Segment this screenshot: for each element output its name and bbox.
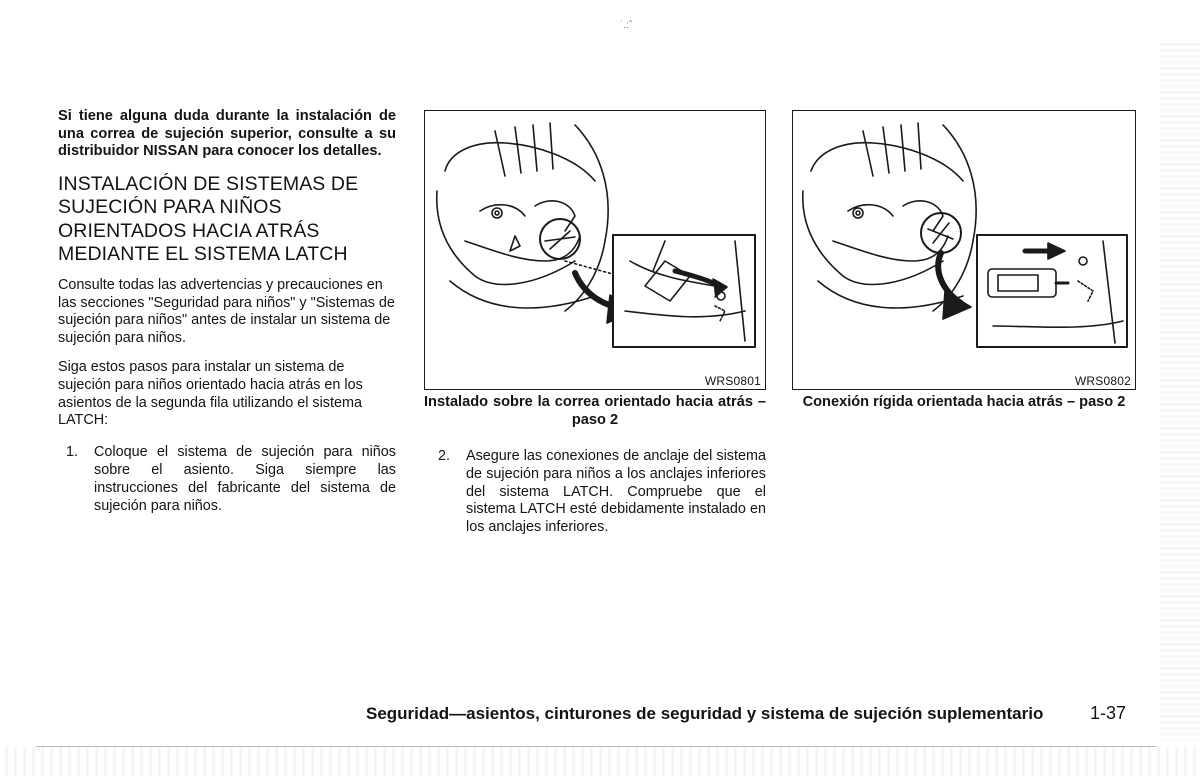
footer-title: Seguridad—asientos, cinturones de seguridad y sistema de sujeción suplementario bbox=[366, 704, 1044, 723]
figure-wrs0802 bbox=[792, 110, 1136, 390]
figure-caption-2: Conexión rígida orientada hacia atrás – paso 2 bbox=[802, 394, 1126, 410]
figure-code: WRS0802 bbox=[1074, 374, 1131, 388]
scan-edge-right bbox=[1160, 40, 1200, 740]
step-number: 1. bbox=[66, 444, 79, 461]
child-seat-tether-illustration bbox=[425, 111, 765, 389]
footer-rule bbox=[36, 746, 1156, 747]
figure-caption-1: Instalado sobre la correa orientado hacia atrás – paso 2 bbox=[424, 394, 766, 428]
step-text: Coloque el sistema de sujeción para niños sobre el asiento. Siga siempre las instrucciones del fabricante del sistema de sujeción para niños. bbox=[94, 444, 396, 514]
steps-list-continued bbox=[430, 448, 766, 537]
scan-speck: ˙.:ˆ bbox=[620, 20, 633, 31]
figure-wrs0801 bbox=[424, 110, 766, 390]
page-number: 1-37 bbox=[1090, 703, 1127, 723]
list-item bbox=[430, 448, 766, 537]
step-text: Asegure las conexiones de anclaje del sistema de sujeción para niños a los anclajes inferiores del sistema LATCH. Compruebe que el sistema LATCH esté debidamente instalado en los anclajes inferiores. bbox=[466, 448, 766, 536]
paragraph-steps-intro: Siga estos pasos para instalar un sistema de sujeción para niños orientado hacia atrás en los asientos de la segunda fila utilizando el sistema LATCH: bbox=[58, 358, 363, 429]
rigid-connector-illustration bbox=[793, 111, 1135, 389]
left-column bbox=[58, 108, 396, 515]
step-number: 2. bbox=[438, 448, 451, 464]
steps-list bbox=[58, 444, 396, 515]
figure-code: WRS0801 bbox=[704, 374, 761, 388]
list-item bbox=[58, 444, 396, 515]
intro-note: Si tiene alguna duda durante la instalación de una correa de sujeción superior, consulte a su distribuidor NISSAN para conocer los detalles. bbox=[58, 108, 396, 160]
paragraph-warnings: Consulte todas las advertencias y precauciones en las secciones "Seguridad para niños" y "Sistemas de sujeción para niños" antes de instalar un sistema de sujeción para niños. bbox=[58, 276, 395, 347]
scan-edge-bottom bbox=[0, 746, 1200, 776]
section-heading: INSTALACIÓN DE SISTEMAS DE SUJECIÓN PARA NIÑOS ORIENTADOS HACIA ATRÁS MEDIANTE EL SISTEMA LATCH bbox=[58, 172, 359, 266]
